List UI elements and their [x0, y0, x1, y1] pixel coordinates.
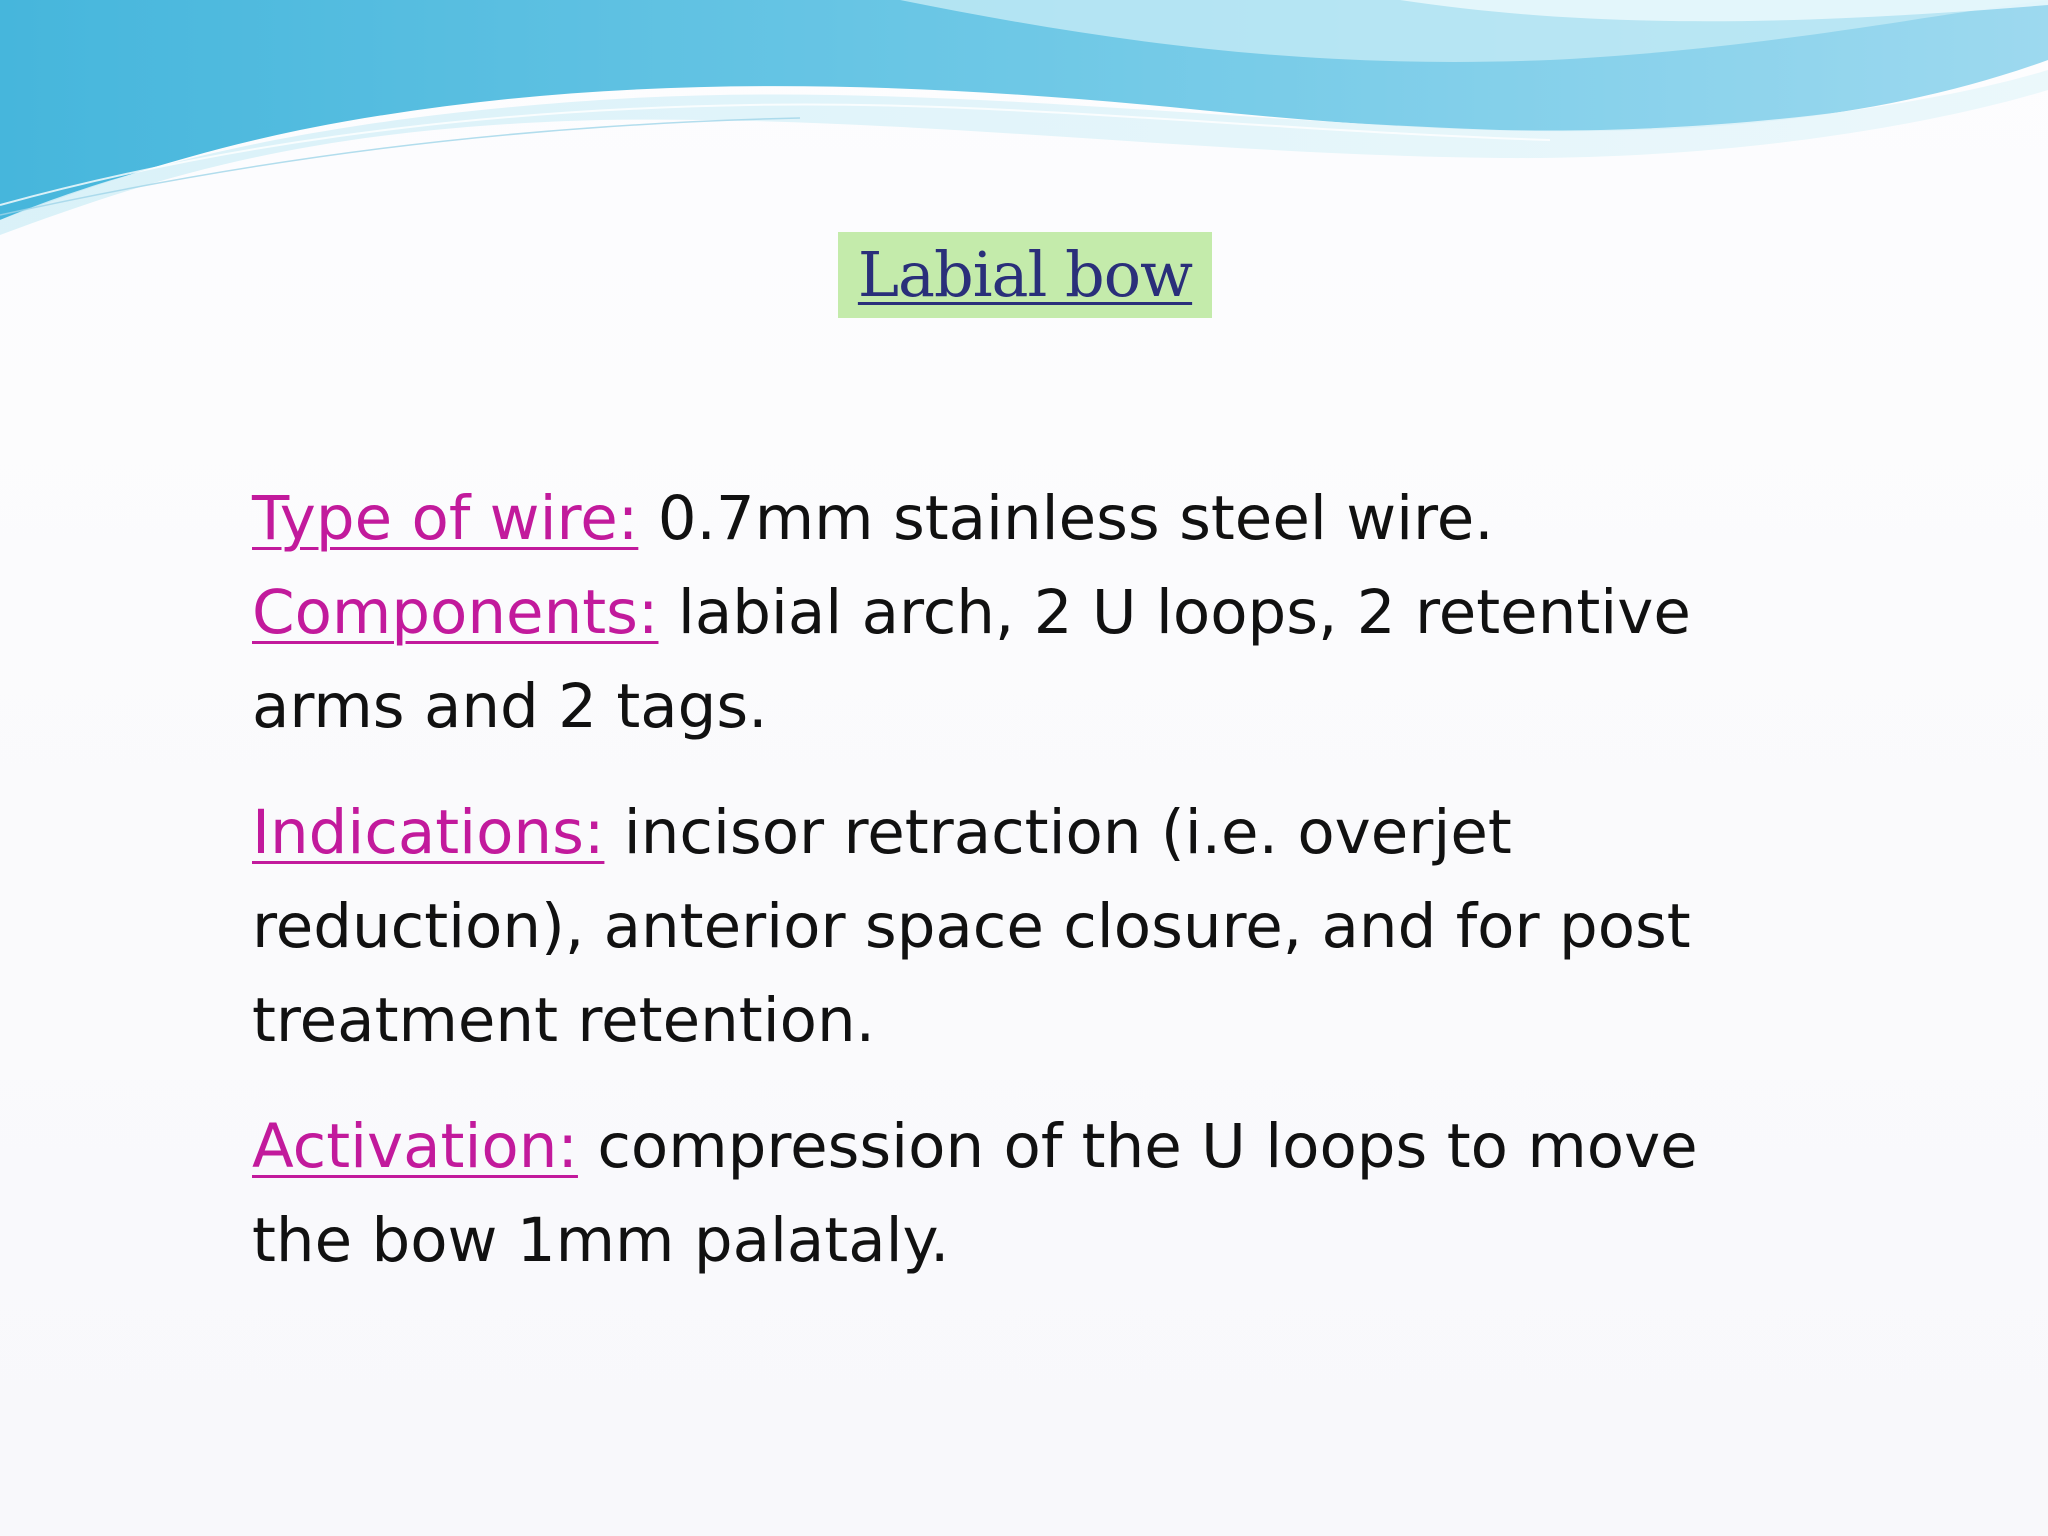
- item-text: compression of the U loops to move the bow 1mm palataly.: [252, 1111, 1698, 1276]
- slide-title: Labial bow: [857, 238, 1193, 311]
- item-label: Type of wire:: [252, 483, 639, 554]
- item-activation: [252, 1100, 1812, 1288]
- item-text: 0.7mm stainless steel wire.: [638, 483, 1494, 554]
- wave-header-decoration: [0, 0, 2048, 240]
- item-text: incisor retraction (i.e. overjet reduction), anterior space closure, and for post treatment retention.: [252, 797, 1691, 1056]
- slide-body: [252, 472, 1812, 1288]
- item-label: Components:: [252, 577, 659, 648]
- item-text: labial arch, 2 U loops, 2 retentive arms and 2 tags.: [252, 577, 1691, 742]
- item-label: Activation:: [252, 1111, 578, 1182]
- item-components: [252, 566, 1812, 754]
- title-highlight: [838, 232, 1212, 318]
- item-label: Indications:: [252, 797, 605, 868]
- item-type-of-wire: [252, 472, 1812, 566]
- item-indications: [252, 786, 1812, 1068]
